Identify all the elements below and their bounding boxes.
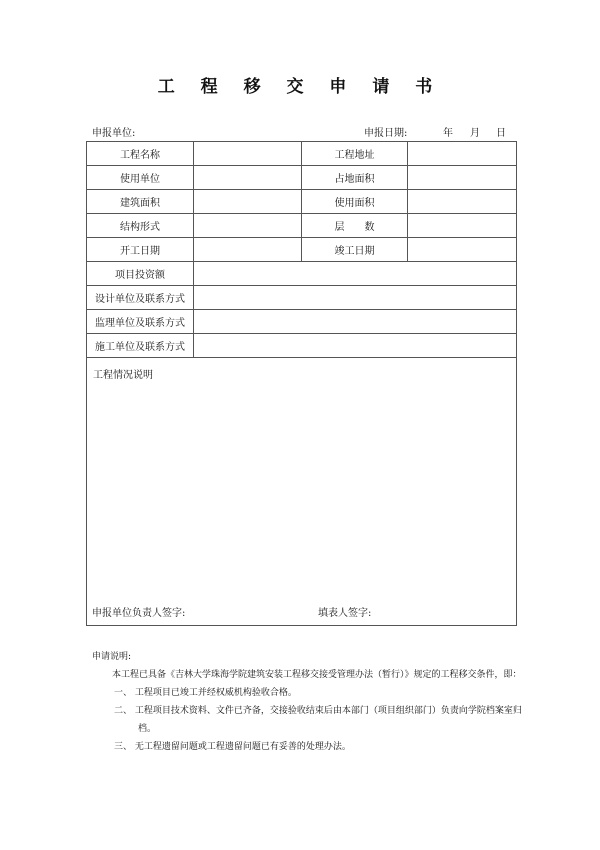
investment-label: 项目投资额 bbox=[87, 262, 194, 286]
project-address-label: 工程地址 bbox=[302, 142, 408, 166]
completion-date-label: 竣工日期 bbox=[302, 238, 408, 262]
notes-item-2-continued: 档。 bbox=[138, 724, 157, 734]
notes-heading: 申请说明: bbox=[92, 652, 132, 662]
project-name-label: 工程名称 bbox=[87, 142, 194, 166]
design-unit-field[interactable] bbox=[194, 286, 517, 310]
user-unit-field[interactable] bbox=[194, 166, 302, 190]
table-row bbox=[87, 214, 517, 238]
project-description-cell[interactable] bbox=[87, 358, 517, 626]
structure-type-label: 结构形式 bbox=[87, 214, 194, 238]
floors-field[interactable] bbox=[408, 214, 517, 238]
table-row bbox=[87, 262, 517, 286]
notes-item-1: 一、 工程项目已竣工并经权威机构验收合格。 bbox=[114, 688, 297, 698]
application-form-table bbox=[86, 141, 517, 626]
project-address-field[interactable] bbox=[408, 142, 517, 166]
supervision-unit-field[interactable] bbox=[194, 310, 517, 334]
building-area-field[interactable] bbox=[194, 190, 302, 214]
document-title: 工 程 移 交 申 请 书 bbox=[157, 77, 443, 97]
table-row bbox=[87, 238, 517, 262]
table-row bbox=[87, 286, 517, 310]
application-notes bbox=[92, 648, 522, 756]
building-area-label: 建筑面积 bbox=[87, 190, 194, 214]
start-date-field[interactable] bbox=[194, 238, 302, 262]
usable-area-field[interactable] bbox=[408, 190, 517, 214]
date-day-label: 日 bbox=[496, 128, 506, 139]
table-row bbox=[87, 142, 517, 166]
supervision-unit-label: 监理单位及联系方式 bbox=[87, 310, 194, 334]
table-row bbox=[87, 310, 517, 334]
user-unit-label: 使用单位 bbox=[87, 166, 194, 190]
land-area-field[interactable] bbox=[408, 166, 517, 190]
usable-area-label: 使用面积 bbox=[302, 190, 408, 214]
floors-label: 层 数 bbox=[302, 214, 408, 238]
design-unit-label: 设计单位及联系方式 bbox=[87, 286, 194, 310]
start-date-label: 开工日期 bbox=[87, 238, 194, 262]
filler-signature-label: 填表人签字: bbox=[318, 608, 372, 619]
date-year-label: 年 bbox=[443, 128, 453, 139]
notes-item-3: 三、 无工程遗留问题或工程遗留问题已有妥善的处理办法。 bbox=[114, 742, 351, 752]
structure-type-field[interactable] bbox=[194, 214, 302, 238]
construction-unit-field[interactable] bbox=[194, 334, 517, 358]
notes-item-2: 二、 工程项目技术资料、文件已齐备，交接验收结束后由本部门（项目组织部门）负责向学院档案室归 bbox=[114, 706, 522, 716]
construction-unit-label: 施工单位及联系方式 bbox=[87, 334, 194, 358]
project-description-label: 工程情况说明 bbox=[93, 370, 153, 381]
table-row bbox=[87, 358, 517, 626]
notes-intro: 本工程已具备《吉林大学珠海学院建筑安装工程移交接受管理办法（暂行）》规定的工程移交条件，即： bbox=[112, 670, 522, 680]
table-row bbox=[87, 334, 517, 358]
application-date-label: 申报日期: bbox=[364, 128, 408, 139]
land-area-label: 占地面积 bbox=[302, 166, 408, 190]
applicant-unit-label: 申报单位: bbox=[92, 128, 136, 139]
investment-field[interactable] bbox=[194, 262, 517, 286]
completion-date-field[interactable] bbox=[408, 238, 517, 262]
table-row bbox=[87, 166, 517, 190]
responsible-signature-label: 申报单位负责人签字: bbox=[92, 608, 186, 619]
project-name-field[interactable] bbox=[194, 142, 302, 166]
date-month-label: 月 bbox=[470, 128, 480, 139]
table-row bbox=[87, 190, 517, 214]
